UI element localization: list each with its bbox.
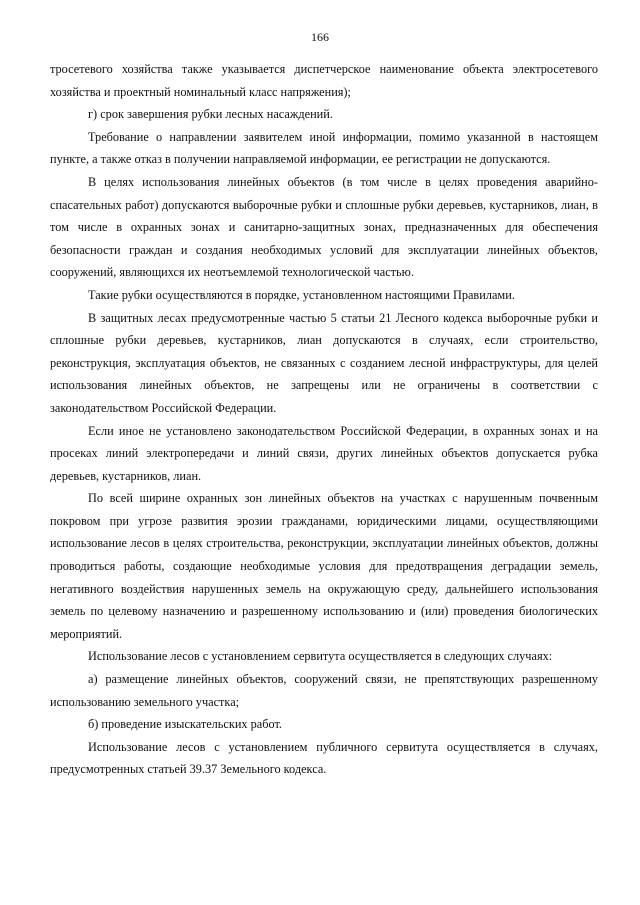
paragraph: б) проведение изыскательских работ. (88, 717, 283, 732)
paragraph: Использование лесов с установлением сервитута осуществляется в следующих случаях: (88, 649, 553, 664)
document-body (50, 58, 598, 781)
paragraph: а) размещение линейных объектов, сооружений связи, не препятствующих разрешенному использованию земельного участка; (50, 672, 598, 709)
paragraph: тросетевого хозяйства также указывается диспетчерское наименование объекта электросетевого хозяйства и проектный номинальный класс напряжения); (50, 62, 598, 99)
paragraph: В целях использования линейных объектов (в том числе в целях проведения аварийно-спасательных работ) допускаются выборочные рубки и сплошные рубки деревьев, кустарников, лиан, в том числе в охранных зонах и санитарно-защитных зонах, предназначенных для обеспечения безопасности граждан и создания необходимых условий для эксплуатации линейных объектов, сооружений, являющихся их неотъемлемой технологической частью. (50, 174, 598, 280)
paragraph: Такие рубки осуществляются в порядке, установленном настоящими Правилами. (88, 287, 515, 302)
paragraph: В защитных лесах предусмотренные частью 5 статьи 21 Лесного кодекса выборочные рубки и сплошные рубки деревьев, кустарников, лиан допускаются в случаях, если строительство, реконструкция, эксплуатация объектов, не связанных с созданием лесной инфраструктуры, для целей использования линейных объектов, не запрещены или не ограничены в соответствии с законодательством Российской Федерации. (50, 310, 598, 415)
page-number: 166 (311, 30, 329, 44)
paragraph: Если иное не установлено законодательством Российской Федерации, в охранных зонах и на просеках линий электропередачи и линий связи, других линейных объектов допускается рубка деревьев, кустарников, лиан. (50, 423, 598, 483)
paragraph: Использование лесов с установлением публичного сервитута осуществляется в случаях, предусмотренных статьей 39.37 Земельного кодекса. (50, 739, 598, 777)
paragraph: г) срок завершения рубки лесных насаждений. (88, 107, 333, 122)
paragraph: Требование о направлении заявителем иной информации, помимо указанной в настоящем пункте, а также отказ в получении направляемой информации, ее регистрации не допускаются. (50, 129, 598, 167)
paragraph: По всей ширине охранных зон линейных объектов на участках с нарушенным почвенным покровом при угрозе развития эрозии гражданами, юридическими лицами, осуществляющими использование лесов в целях строительства, реконструкции, эксплуатации линейных объектов, должны проводиться работы, создающие необходимые условия для предотвращения деградации земель, негативного воздействия нарушенных земель на окружающую среду, дальнейшего использования земель по целевому назначению и разрешенному использованию и (или) проведения биологических мероприятий. (50, 491, 598, 641)
